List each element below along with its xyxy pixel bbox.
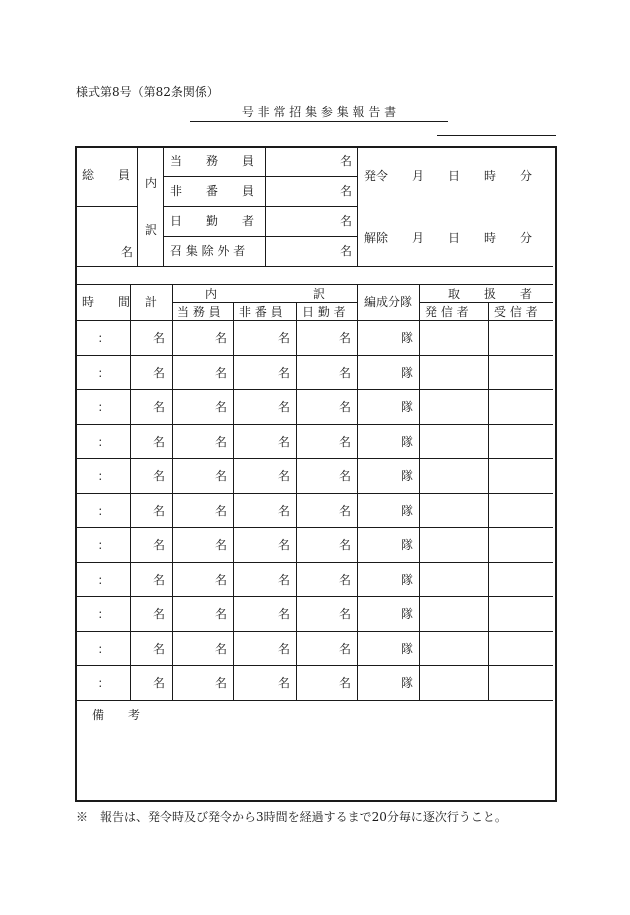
total-staff-unit: 名 [121, 245, 134, 259]
on-duty-unit: 名 [340, 154, 353, 168]
day-shift-cell: 名 [338, 469, 351, 483]
time-cell: ： [97, 331, 110, 345]
off-duty-cell: 名 [277, 607, 290, 621]
issue-datetime-label: 発令 月 日 時 分 [364, 169, 533, 183]
off-duty-cell: 名 [277, 642, 290, 656]
page-title: 号 非 常 招 集 参 集 報 告 書 [241, 105, 397, 119]
signature-line [437, 135, 556, 136]
excluded-label: 召 集 除 外 者 [170, 244, 246, 258]
day-shift-cell: 名 [338, 538, 351, 552]
unit-cell: 隊 [400, 642, 413, 656]
total-cell: 名 [152, 676, 165, 690]
on-duty-cell: 名 [214, 642, 227, 656]
total-cell: 名 [152, 607, 165, 621]
off-duty-cell: 名 [277, 676, 290, 690]
unit-cell: 隊 [400, 331, 413, 345]
time-cell: ： [97, 607, 110, 621]
day-shift-cell: 名 [338, 607, 351, 621]
total-cell: 名 [152, 504, 165, 518]
excluded-unit: 名 [340, 244, 353, 258]
unit-cell: 隊 [400, 504, 413, 518]
on-duty-cell: 名 [214, 607, 227, 621]
on-duty-cell: 名 [214, 366, 227, 380]
day-shift-cell: 名 [338, 573, 351, 587]
day-shift-cell: 名 [338, 504, 351, 518]
on-duty-cell: 名 [214, 435, 227, 449]
title-underline [190, 121, 448, 122]
on-duty-cell: 名 [214, 538, 227, 552]
breakdown-label-bottom: 訳 [145, 223, 158, 237]
off-duty-header: 非 番 員 [239, 305, 283, 319]
unit-cell: 隊 [400, 573, 413, 587]
time-cell: ： [97, 400, 110, 414]
on-duty-cell: 名 [214, 676, 227, 690]
off-duty-cell: 名 [277, 366, 290, 380]
total-cell: 名 [152, 366, 165, 380]
unit-cell: 隊 [400, 607, 413, 621]
release-datetime-label: 解除 月 日 時 分 [364, 231, 533, 245]
unit-cell: 隊 [400, 366, 413, 380]
day-shift-header: 日 勤 者 [302, 305, 346, 319]
handler-header: 取 扱 者 [448, 287, 533, 301]
total-cell: 名 [152, 642, 165, 656]
total-cell: 名 [152, 538, 165, 552]
off-duty-cell: 名 [277, 504, 290, 518]
on-duty-cell: 名 [214, 504, 227, 518]
total-header: 計 [145, 295, 158, 309]
unit-cell: 隊 [400, 400, 413, 414]
off-duty-cell: 名 [277, 331, 290, 345]
breakdown-header: 内 訳 [205, 287, 326, 301]
time-cell: ： [97, 435, 110, 449]
day-shift-cell: 名 [338, 331, 351, 345]
off-duty-cell: 名 [277, 469, 290, 483]
form-number: 様式第8号（第82条関係） [76, 85, 219, 99]
day-shift-cell: 名 [338, 400, 351, 414]
total-cell: 名 [152, 400, 165, 414]
off-duty-cell: 名 [277, 435, 290, 449]
time-header: 時 間 [82, 295, 131, 309]
time-cell: ： [97, 469, 110, 483]
unit-cell: 隊 [400, 676, 413, 690]
total-cell: 名 [152, 435, 165, 449]
total-staff-label: 総 員 [82, 168, 131, 182]
receiver-header: 受 信 者 [494, 305, 538, 319]
footnote: ※ 報告は、発令時及び発令から3時間を経過するまで20分毎に逐次行うこと。 [76, 810, 507, 824]
unit-cell: 隊 [400, 538, 413, 552]
time-cell: ： [97, 366, 110, 380]
on-duty-header: 当 務 員 [177, 305, 221, 319]
on-duty-cell: 名 [214, 400, 227, 414]
time-cell: ： [97, 676, 110, 690]
unit-formation-header: 編成分隊 [364, 295, 413, 309]
time-cell: ： [97, 504, 110, 518]
time-cell: ： [97, 538, 110, 552]
time-cell: ： [97, 573, 110, 587]
sender-header: 発 信 者 [425, 305, 469, 319]
total-cell: 名 [152, 331, 165, 345]
day-shift-cell: 名 [338, 642, 351, 656]
remarks-label: 備 考 [92, 708, 141, 722]
day-shift-unit: 名 [340, 214, 353, 228]
day-shift-label: 日 勤 者 [170, 214, 255, 228]
off-duty-unit: 名 [340, 184, 353, 198]
on-duty-label: 当 務 員 [170, 154, 255, 168]
total-cell: 名 [152, 573, 165, 587]
off-duty-label: 非 番 員 [170, 184, 255, 198]
on-duty-cell: 名 [214, 573, 227, 587]
unit-cell: 隊 [400, 435, 413, 449]
day-shift-cell: 名 [338, 366, 351, 380]
on-duty-cell: 名 [214, 469, 227, 483]
on-duty-cell: 名 [214, 331, 227, 345]
day-shift-cell: 名 [338, 676, 351, 690]
unit-cell: 隊 [400, 469, 413, 483]
time-cell: ： [97, 642, 110, 656]
off-duty-cell: 名 [277, 573, 290, 587]
total-cell: 名 [152, 469, 165, 483]
breakdown-label-top: 内 [145, 176, 158, 190]
off-duty-cell: 名 [277, 400, 290, 414]
off-duty-cell: 名 [277, 538, 290, 552]
day-shift-cell: 名 [338, 435, 351, 449]
